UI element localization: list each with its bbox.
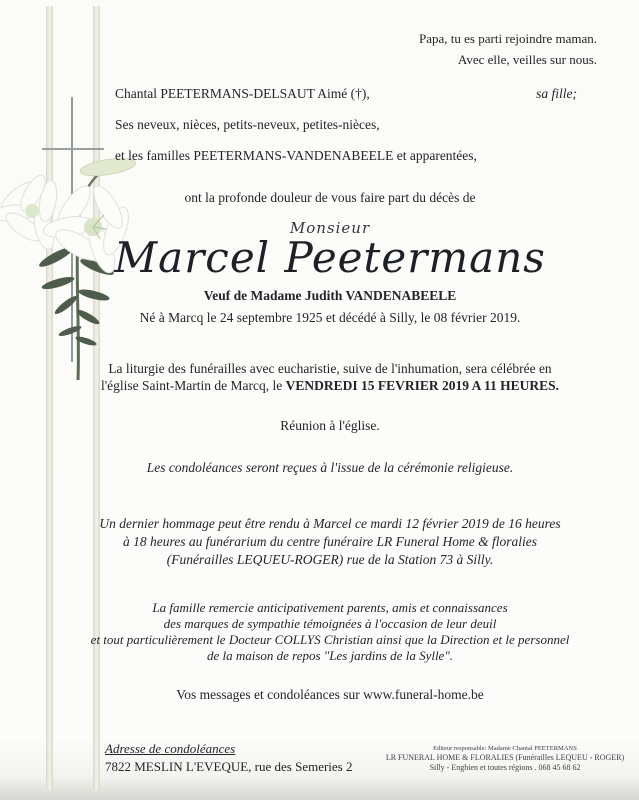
thanks-paragraph [80,600,580,664]
ceremony-paragraph [80,360,580,394]
family-line-text: et les familles PEETERMANS-VANDENABEELE et apparentées, [115,148,477,163]
honorific: Monsieur [289,219,371,237]
family-line-text: Chantal PEETERMANS-DELSAUT Aimé (†), [115,86,370,101]
publisher-block [385,744,625,773]
deceased-name: Marcel Peetermans [114,233,546,282]
ceremony-date: VENDREDI 15 FEVRIER 2019 A 11 HEURES. [285,378,560,393]
regions-line: Silly - Enghien et toutes régions . 068 45 68 62 [429,763,581,772]
spouse-line: Veuf de Madame Judith VANDENABEELE [203,288,457,303]
condolences-note: Les condoléances seront reçues à l'issue de la cérémonie religieuse. [146,460,514,475]
thanks-line: La famille remercie anticipativement parents, amis et connaissances [152,600,508,615]
tribute-paragraph [80,515,580,569]
condolence-address-label: Adresse de condoléances [105,741,236,756]
left-ribbon-2 [93,6,100,790]
left-ribbon-1 [46,6,53,790]
announcement-line: ont la profonde douleur de vous faire part du décès de [184,190,476,205]
epigraph-line: Avec elle, veilles sur nous. [457,52,597,67]
messages-line: Vos messages et condoléances sur www.funeral-home.be [176,687,484,702]
ceremony-line-1: La liturgie des funérailles avec eucharistie, suive de l'inhumation, sera célébrée en [108,361,552,376]
meeting-line: Réunion à l'église. [280,418,380,433]
epigraph-line: Papa, tu es parti rejoindre maman. [419,31,597,46]
ceremony-line-2 [80,377,580,394]
condolence-address: 7822 MESLIN L'EVEQUE, rue des Semeries 2 [105,759,353,774]
funeral-home-line: LR FUNERAL HOME & FLORALIES (Funérailles LEQUEU - ROGER) [385,753,625,762]
epigraph [419,28,597,70]
tribute-line: à 18 heures au funérarium du centre funéraire LR Funeral Home & floralies [123,534,537,549]
publisher-line: Editeur responsable: Madame Chantal PEETERMANS [433,745,577,752]
family-line [115,86,577,102]
ceremony-church: l'église Saint-Martin de Marcq, le [100,378,286,393]
tribute-line: (Funérailles LEQUEU-ROGER) rue de la Station 73 à Silly. [166,552,494,567]
family-line-text: Ses neveux, nièces, petits-neveux, petites-nièces, [115,117,380,132]
life-dates-line: Né à Marcq le 24 septembre 1925 et décédé à Silly, le 08 février 2019. [139,310,521,325]
relationship-note: sa fille; [536,86,577,101]
thanks-line: des marques de sympathie témoignées à l'occasion de leur deuil [163,616,497,631]
family-line [115,148,577,164]
tribute-line: Un dernier hommage peut être rendu à Marcel ce mardi 12 février 2019 de 16 heures [99,516,561,531]
thanks-line: de la maison de repos "Les jardins de la Sylle". [206,648,454,663]
family-line [115,117,577,133]
thanks-line: et tout particulièrement le Docteur COLLYS Christian ainsi que la Direction et le personnel [90,632,570,647]
